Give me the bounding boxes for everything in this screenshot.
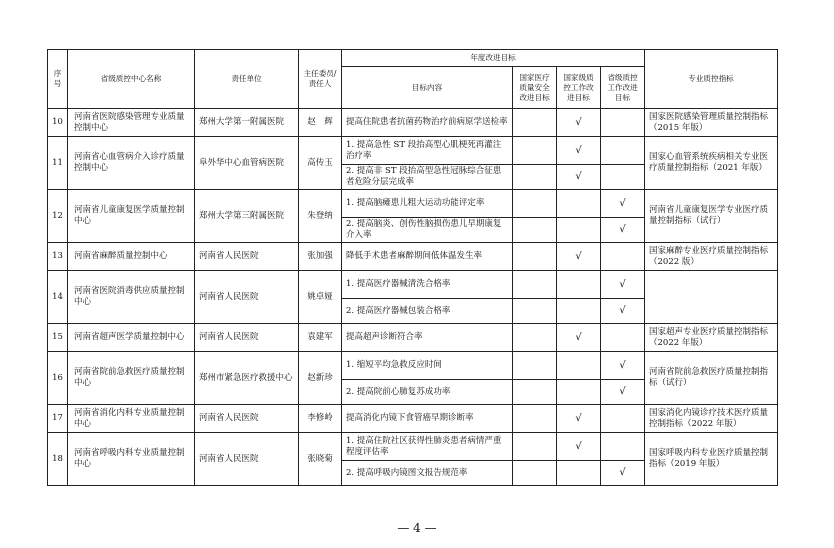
table-body <box>48 109 778 486</box>
indicator-cell: 国家心血管系统疾病相关专业医疗质量控制指标（2021 年版） <box>645 137 778 190</box>
national-safety-cell <box>513 218 557 243</box>
header-goal-content: 目标内容 <box>342 67 513 109</box>
director-cell: 朱登纳 <box>299 190 342 243</box>
row-number-cell: 18 <box>48 433 68 486</box>
goal-content-cell: 1. 缩短平均急救反应时间 <box>342 352 513 380</box>
national-safety-cell <box>513 461 557 486</box>
provincial-work-cell <box>601 324 645 352</box>
checkmark-icon: √ <box>619 197 626 209</box>
row-number-cell: 10 <box>48 109 68 137</box>
national-safety-cell <box>513 380 557 405</box>
director-cell: 姚卓娅 <box>299 271 342 324</box>
table-row <box>48 190 778 218</box>
responsible-unit-cell: 河南省人民医院 <box>195 433 299 486</box>
director-cell: 高传玉 <box>299 137 342 190</box>
goal-content-cell: 2. 提高脑炎、创伤性脑损伤患儿早期康复介入率 <box>342 218 513 243</box>
center-name-cell: 河南省医院消毒供应质量控制中心 <box>68 271 195 324</box>
goal-content-cell: 2. 提高医疗器械包装合格率 <box>342 299 513 324</box>
national-work-cell <box>557 433 601 461</box>
national-safety-cell <box>513 109 557 137</box>
row-number-cell: 17 <box>48 405 68 433</box>
indicator-cell: 国家消化内镜诊疗技术医疗质量控制指标（2022 年版） <box>645 405 778 433</box>
checkmark-icon: √ <box>575 171 582 182</box>
national-safety-cell <box>513 165 557 190</box>
header-provincial-work: 省级质控工作改进目标 <box>601 67 645 109</box>
goal-content-cell: 提高超声诊断符合率 <box>342 324 513 352</box>
center-name-cell: 河南省心血管病介入诊疗质量控制中心 <box>68 137 195 190</box>
national-work-cell <box>557 352 601 380</box>
national-work-cell <box>557 271 601 299</box>
page-number: — 4 — <box>397 521 437 535</box>
provincial-work-cell <box>601 218 645 243</box>
goal-content-cell: 提高住院患者抗菌药物治疗前病原学送检率 <box>342 109 513 137</box>
row-number-cell: 16 <box>48 352 68 405</box>
national-work-cell <box>557 324 601 352</box>
indicator-cell: 国家医院感染管理质量控制指标（2015 年版） <box>645 109 778 137</box>
table-row <box>48 405 778 433</box>
indicator-cell: 河南省院前急救医疗质量控制指标（试行） <box>645 352 778 405</box>
row-number-cell: 14 <box>48 271 68 324</box>
national-safety-cell <box>513 190 557 218</box>
national-work-cell <box>557 299 601 324</box>
header-director: 主任委员/责任人 <box>299 50 342 109</box>
center-name-cell: 河南省消化内科专业质量控制中心 <box>68 405 195 433</box>
provincial-work-cell <box>601 433 645 461</box>
responsible-unit-cell: 河南省人民医院 <box>195 243 299 271</box>
checkmark-icon: √ <box>619 305 626 316</box>
checkmark-icon: √ <box>575 250 582 262</box>
center-name-cell: 河南省院前急救医疗质量控制中心 <box>68 352 195 405</box>
national-safety-cell <box>513 243 557 271</box>
header-national-safety: 国家医疗质量安全改进目标 <box>513 67 557 109</box>
provincial-work-cell <box>601 137 645 165</box>
indicator-cell: 国家超声专业医疗质量控制指标（2022 年版） <box>645 324 778 352</box>
goal-content-cell: 1. 提高脑瘫患儿粗大运动功能评定率 <box>342 190 513 218</box>
responsible-unit-cell: 河南省人民医院 <box>195 324 299 352</box>
director-cell: 赵 辉 <box>299 109 342 137</box>
national-work-cell <box>557 165 601 190</box>
director-cell: 张加强 <box>299 243 342 271</box>
checkmark-icon: √ <box>575 116 582 128</box>
responsible-unit-cell: 郑州市紧急医疗救援中心 <box>195 352 299 405</box>
national-work-cell <box>557 461 601 486</box>
national-work-cell <box>557 109 601 137</box>
provincial-work-cell <box>601 405 645 433</box>
checkmark-icon: √ <box>619 278 626 290</box>
table-row <box>48 137 778 165</box>
checkmark-icon: √ <box>575 144 582 156</box>
header-unit: 责任单位 <box>195 50 299 109</box>
provincial-work-cell <box>601 190 645 218</box>
checkmark-icon: √ <box>619 359 626 371</box>
goal-content-cell: 降低手术患者麻醉期间低体温发生率 <box>342 243 513 271</box>
responsible-unit-cell: 郑州大学第三附属医院 <box>195 190 299 243</box>
goal-content-cell: 提高消化内镜下食管癌早期诊断率 <box>342 405 513 433</box>
row-number-cell: 15 <box>48 324 68 352</box>
indicator-cell: 国家呼吸内科专业医疗质量控制指标（2019 年版） <box>645 433 778 486</box>
director-cell: 张晓菊 <box>299 433 342 486</box>
provincial-work-cell <box>601 380 645 405</box>
national-safety-cell <box>513 405 557 433</box>
director-cell: 李修岭 <box>299 405 342 433</box>
center-name-cell: 河南省医院感染管理专业质量控制中心 <box>68 109 195 137</box>
provincial-work-cell <box>601 243 645 271</box>
indicator-cell <box>645 271 778 324</box>
provincial-work-cell <box>601 109 645 137</box>
national-work-cell <box>557 137 601 165</box>
checkmark-icon: √ <box>575 331 582 343</box>
director-cell: 袁建军 <box>299 324 342 352</box>
national-work-cell <box>557 190 601 218</box>
provincial-work-cell <box>601 352 645 380</box>
provincial-work-cell <box>601 299 645 324</box>
table-row <box>48 352 778 380</box>
national-safety-cell <box>513 324 557 352</box>
quality-control-table <box>47 49 778 486</box>
table-row <box>48 109 778 137</box>
provincial-work-cell <box>601 461 645 486</box>
national-safety-cell <box>513 137 557 165</box>
director-cell: 赵新珍 <box>299 352 342 405</box>
indicator-cell: 河南省儿童康复医学专业医疗质量控制指标（试行） <box>645 190 778 243</box>
national-work-cell <box>557 243 601 271</box>
responsible-unit-cell: 河南省人民医院 <box>195 271 299 324</box>
row-number-cell: 11 <box>48 137 68 190</box>
goal-content-cell: 1. 提高住院社区获得性肺炎患者病情严重程度评估率 <box>342 433 513 461</box>
header-annual-goal: 年度改进目标 <box>342 50 645 67</box>
goal-content-cell: 2. 提高呼吸内镜图文报告规范率 <box>342 461 513 486</box>
responsible-unit-cell: 阜外华中心血管病医院 <box>195 137 299 190</box>
provincial-work-cell <box>601 165 645 190</box>
table-row <box>48 324 778 352</box>
national-work-cell <box>557 218 601 243</box>
goal-content-cell: 2. 提高非 ST 段抬高型急性冠脉综合征患者危险分层完成率 <box>342 165 513 190</box>
national-safety-cell <box>513 271 557 299</box>
national-work-cell <box>557 380 601 405</box>
responsible-unit-cell: 河南省人民医院 <box>195 405 299 433</box>
document-page <box>47 49 778 486</box>
indicator-cell: 国家麻醉专业医疗质量控制指标（2022 版） <box>645 243 778 271</box>
checkmark-icon: √ <box>575 440 582 452</box>
national-safety-cell <box>513 352 557 380</box>
header-national-work: 国家级质控工作改进目标 <box>557 67 601 109</box>
center-name-cell: 河南省麻醉质量控制中心 <box>68 243 195 271</box>
header-center: 省级质控中心名称 <box>68 50 195 109</box>
national-safety-cell <box>513 433 557 461</box>
goal-content-cell: 2. 提高院前心肺复苏成功率 <box>342 380 513 405</box>
checkmark-icon: √ <box>619 224 626 235</box>
row-number-cell: 12 <box>48 190 68 243</box>
center-name-cell: 河南省儿童康复医学质量控制中心 <box>68 190 195 243</box>
row-number-cell: 13 <box>48 243 68 271</box>
national-work-cell <box>557 405 601 433</box>
center-name-cell: 河南省超声医学质量控制中心 <box>68 324 195 352</box>
table-row <box>48 271 778 299</box>
national-safety-cell <box>513 299 557 324</box>
checkmark-icon: √ <box>619 467 626 478</box>
header-indicator: 专业质控指标 <box>645 50 778 109</box>
header-seq: 序号 <box>48 50 68 109</box>
goal-content-cell: 1. 提高医疗器械清洗合格率 <box>342 271 513 299</box>
responsible-unit-cell: 郑州大学第一附属医院 <box>195 109 299 137</box>
goal-content-cell: 1. 提高急性 ST 段抬高型心肌梗死再灌注治疗率 <box>342 137 513 165</box>
provincial-work-cell <box>601 271 645 299</box>
table-row <box>48 433 778 461</box>
center-name-cell: 河南省呼吸内科专业质量控制中心 <box>68 433 195 486</box>
checkmark-icon: √ <box>575 412 582 424</box>
table-row <box>48 243 778 271</box>
checkmark-icon: √ <box>619 386 626 397</box>
